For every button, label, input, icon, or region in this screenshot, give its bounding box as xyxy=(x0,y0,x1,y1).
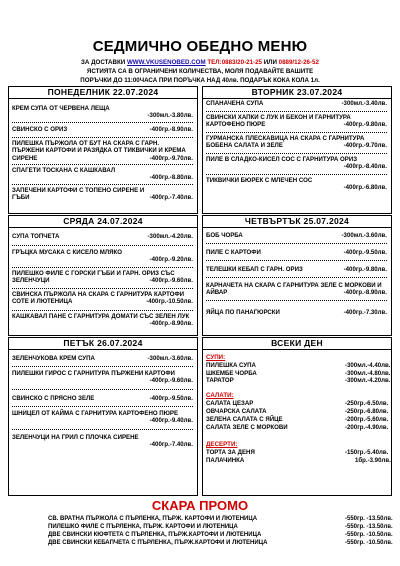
delivery-info-line xyxy=(0,59,400,67)
menu-item: СПАГЕТИ ТОСКАНА С КАШКАВАЛ -400гр.-8.80лв. xyxy=(12,167,193,182)
list-item: ТОРТА ЗА ДЕНЯ -150гр.-5.40лв. xyxy=(206,449,389,456)
wednesday-box xyxy=(8,215,198,336)
dotted-divider xyxy=(12,389,193,390)
or-label: ИЛИ xyxy=(263,59,277,66)
dotted-divider xyxy=(12,366,193,367)
menu-item: ЗЕЛЕНЧУЦИ НА ГРИЛ С ПЛОЧКА СИРЕНЕ -400гр.-7.40лв. xyxy=(12,434,193,449)
phone-2[interactable]: 0889/12-26-52 xyxy=(278,59,319,66)
list-item: ПИЛЕШКА СУПА -300мл.-4.40лв. xyxy=(206,362,391,369)
menu-item: ГУРМАНСКА ПЛЕСКАВИЦА НА СКАРА С ГАРНИТУРА БОБЕНА САЛАТА И ЗЕЛЕ -400гр.-9.70лв. xyxy=(206,135,387,150)
delivery-label: ЗА ДОСТАВКИ xyxy=(81,59,126,66)
menu-item: КРЕМ СУПА ОТ ЧЕРВЕНА ЛЕЩА -300мл.-3.80лв. xyxy=(12,105,193,120)
thursday-header: ЧЕТВЪРТЪК 25.07.2024 xyxy=(203,216,391,228)
menu-item: СВИНСКО С ОРИЗ -400гр.-8.90лв. xyxy=(12,126,193,133)
dotted-divider xyxy=(12,310,193,311)
soups-title: СУПИ: xyxy=(206,354,226,361)
tuesday-header: ВТОРНИК 23.07.2024 xyxy=(203,87,391,99)
tuesday-box xyxy=(202,86,392,214)
notice-line-2: ПОРЪЧКИ ДО 11:00ЧАСА ПРИ ПОРЪЧКА НАД 40лв. ПОДАРЪК КОКА КОЛА 1л. xyxy=(80,77,320,84)
menu-item: СУПА ТОПЧЕТА -300мл.-4.20лв. xyxy=(12,233,193,240)
menu-item: ШНИЦЕЛ ОТ КАЙМА С ГАРНИТУРА КАРТОФЕНО ПЮРЕ -400гр.-9.40лв. xyxy=(12,410,193,425)
dotted-divider xyxy=(12,429,193,430)
dotted-divider xyxy=(206,132,387,133)
list-item: САЛАТА ЗЕЛЕ С МОРКОВИ -200гр.-4.90лв. xyxy=(206,424,389,431)
dotted-divider xyxy=(206,111,387,112)
promo-item: ПИЛЕШКО ФИЛЕ С ПЪРЛЕНКА, ПЪРЖ. КАРТОФИ И ЛЮТЕНИЦА -550гр. -13.50лв. xyxy=(48,524,393,530)
dotted-divider xyxy=(12,288,193,289)
notice-line-1: ЯСТИЯТА СА В ОГРАНИЧЕНИ КОЛИЧЕСТВА, МОЛЯ ПОДАВАЙТЕ ВАШИТЕ xyxy=(86,68,314,75)
monday-header: ПОНЕДЕЛНИК 22.07.2024 xyxy=(9,87,197,99)
dotted-divider xyxy=(206,260,387,261)
dotted-divider xyxy=(12,245,193,246)
list-item: ОВЧАРСКА САЛАТА -250гр.-6.80лв. xyxy=(206,408,389,415)
menu-item: БОБ ЧОРБА -300мл.-3.60лв. xyxy=(206,232,387,239)
phone-1[interactable]: ТЕЛ:0883/20-21-25 xyxy=(207,59,262,66)
friday-box xyxy=(8,337,198,496)
menu-item: ПИЛЕШКИ ГИРОС С ГАРНИТУРА ПЪРЖЕНИ КАРТОФИ -400гр.-9.60лв. xyxy=(12,370,193,385)
dotted-divider xyxy=(12,267,193,268)
dotted-divider xyxy=(206,174,387,175)
everyday-box xyxy=(202,337,392,496)
salads-title: САЛАТИ: xyxy=(206,392,234,399)
desserts-title: ДЕСЕРТИ: xyxy=(206,441,238,448)
dotted-divider xyxy=(12,184,193,185)
list-item: ТАРАТОР -300мл.-4.20лв. xyxy=(206,377,391,384)
menu-item: ЯЙЦА ПО ПАНАГЮРСКИ -400гр.-7.30лв. xyxy=(206,309,387,316)
wednesday-header: СРЯДА 24.07.2024 xyxy=(9,216,197,228)
menu-item: СВИНСКО С ПРЯСНО ЗЕЛЕ -400гр.-9.50лв. xyxy=(12,395,193,402)
promo-item: ДВЕ СВИНСКИ КЮФТЕТА С ПЪРЛЕНКА, ПЪРЖ.КАРТОФИ И ЛЮТЕНИЦА -550гр. -10.50лв. xyxy=(48,532,393,538)
menu-item: КАРНАЧЕТА НА СКАРА С ГАРНИТУРА ЗЕЛЕ С МОРКОВИ И АЙВАР -400гр.-8.90лв. xyxy=(206,282,387,297)
dotted-divider xyxy=(12,406,193,407)
menu-item: ТИКВИЧКИ БЮРЕК С МЛЕЧЕН СОС -400гр.-6.80лв. xyxy=(206,177,387,192)
friday-header: ПЕТЪК 26.07.2024 xyxy=(9,338,197,350)
dotted-divider xyxy=(12,122,193,123)
menu-item: ПИЛЕШКА ПЪРЖОЛА ОТ БУТ НА СКАРА С ГАРН. ПЪРЖЕНИ КАРТОФИ И РАЗЯДКА ОТ ТИКВИЧКИ И КРЕМА СИРЕНЕ -400гр.-9.70лв. xyxy=(12,140,193,162)
monday-box xyxy=(8,86,198,214)
menu-item: ГРЪЦКА МУСАКА С КИСЕЛО МЛЯКО -400гр.-9.20лв. xyxy=(12,249,193,264)
promo-item: СВ. ВРАТНА ПЪРЖОЛА С ПЪРЛЕНКА, ПЪРЖ. КАРТОФИ И ЛЮТЕНИЦА -550гр. -13.50лв. xyxy=(48,516,393,522)
dotted-divider xyxy=(206,277,387,278)
list-item: ЗЕЛЕНА САЛАТА С ЯЙЦЕ -200гр.-5.60лв. xyxy=(206,416,389,423)
thursday-box xyxy=(202,215,392,336)
dotted-divider xyxy=(12,137,193,138)
list-item: ШКЕМБЕ ЧОРБА -300мл.-4.80лв. xyxy=(206,369,391,377)
list-item: ПАЛАЧИНКА 1бр.-3.90лв. xyxy=(206,457,391,464)
website-link[interactable]: WWW.VKUSENOBED.COM xyxy=(126,59,206,66)
menu-item: ПИЛЕ В СЛАДКО-КИСЕЛ СОС С ГАРНИТУРА ОРИЗ -400гр.-8.40лв. xyxy=(206,156,387,171)
menu-item: ЗАПЕЧЕНИ КАРТОФИ С ТОПЕНО СИРЕНЕ И ГЪБИ -400гр.-7.40лв. xyxy=(12,187,193,202)
promo-item: ДВЕ СВИНСКИ КЕБАПЧЕТА С ПЪРЛЕНКА, ПЪРЖ.КАРТОФИ И ЛЮТЕНИЦА -550гр. -10.50лв. xyxy=(48,540,393,546)
list-item: САЛАТА ЦЕЗАР -250гр.-6.50лв. xyxy=(206,400,389,407)
dotted-divider xyxy=(206,300,387,301)
menu-item: СПАНАЧЕНА СУПА -300мл.-3.40лв. xyxy=(206,100,387,107)
dotted-divider xyxy=(206,153,387,154)
menu-item: ТЕЛЕШКИ КЕБАП С ГАРН. ОРИЗ -400гр.-9.80лв. xyxy=(206,266,387,273)
menu-item: ПИЛЕ С КАРТОФИ -400гр.-9.50лв. xyxy=(206,249,387,256)
dotted-divider xyxy=(12,164,193,165)
dotted-divider xyxy=(206,243,387,244)
menu-item: СВИНСКА ПЪРЖОЛА НА СКАРА С ГАРНИТУРА КАРТОФИ СОТЕ И ЛЮТЕНИЦА -400гр.-10.50лв. xyxy=(12,291,193,306)
menu-item: ПИЛЕШКО ФИЛЕ С ГОРСКИ ГЪБИ И ГАРН. ОРИЗ СЪС ЗЕЛЕНЧУЦИ -400гр.-9.60лв. xyxy=(12,270,193,285)
menu-item: КАШКАВАЛ ПАНЕ С ГАРНИТУРА ДОМАТИ СЪС ЗЕЛЕН ЛУК -400гр.-8.90лв. xyxy=(12,313,193,328)
promo-title: СКАРА ПРОМО xyxy=(151,498,249,513)
menu-item: ЗЕЛЕНЧУКОВА КРЕМ СУПА -300мл.-3.60лв. xyxy=(12,355,193,362)
page-title: СЕДМИЧНО ОБЕДНО МЕНЮ xyxy=(92,38,308,55)
menu-item: СВИНСКИ ХАПКИ С ЛУК И БЕКОН И ГАРНИТУРА КАРТОФЕНО ПЮРЕ -400гр.-9.80лв. xyxy=(206,114,387,129)
everyday-header: ВСЕКИ ДЕН xyxy=(203,338,391,350)
